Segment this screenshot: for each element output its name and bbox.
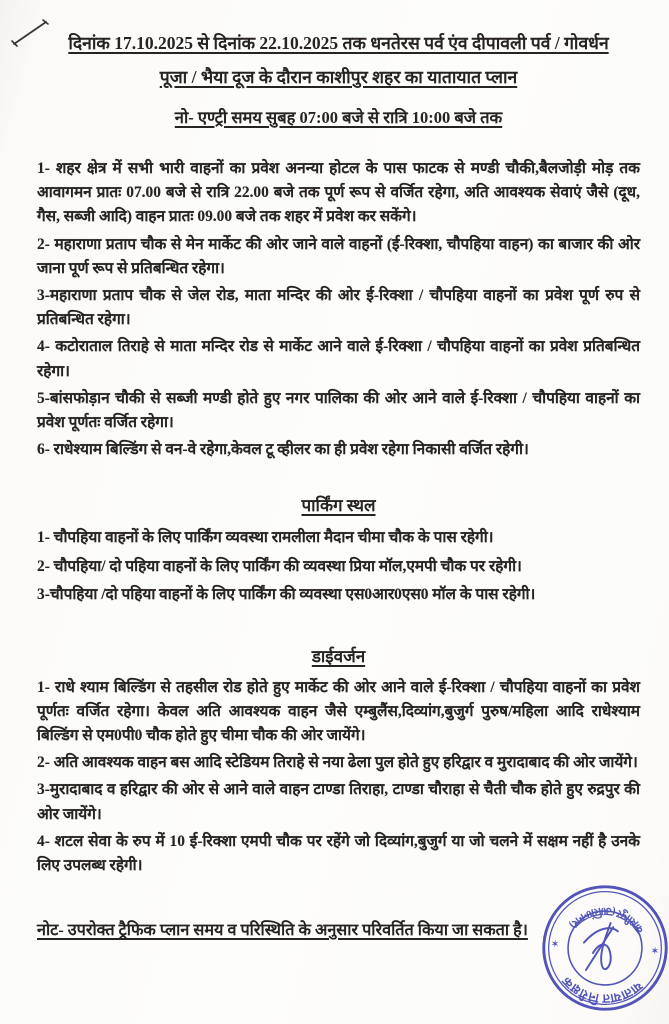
parking-section-heading: पार्किंग स्थल [301, 496, 376, 516]
document-title [37, 26, 640, 94]
parking-item: 3-चौपहिया /दो पहिया वाहनों के लिए पार्किंग की व्यवस्था एस0आर0एस0 मॉल के पास रहेगी। [37, 586, 536, 604]
parking-item: 1- चौपहिया वाहनों के लिए पार्किंग व्यवस्था रामलीला मैदान चीमा चौक के पास रहेगी। [37, 529, 494, 547]
restriction-item: 1- शहर क्षेत्र में सभी भारी वाहनों का प्रवेश अनन्या होटल के पास फाटक से मण्डी चौकी,बैलजोड़ी मोड़ तक आवागमन प्रातः 07.00 बजे से रात्रि 22.00 बजे तक पूर्ण रूप से वर्जित रहेगा, अति आवश्यक सेवाएं जैसे (दूध, गैस, सब्जी आदि) वाहन प्रातः 09.00 बजे तक शहर में प्रवेश कर सकेंगे। [37, 160, 640, 226]
title-line-2: पूजा / भैया दूज के दौरान काशीपुर शहर का यातायात प्लान [159, 67, 518, 87]
parking-list [37, 525, 640, 607]
restrictions-list [37, 157, 640, 462]
diversion-item: 2- अति आवश्यक वाहन बस आदि स्टेडियम तिराहे से नया ढेला पुल होते हुए हरिद्वार व मुरादाबाद की ओर जायेंगे। [37, 754, 638, 772]
stamp-star-left-icon: ✶ [650, 943, 660, 956]
no-entry-time-line: नो- एण्ट्री समय सुबह 07:00 बजे से रात्रि 10:00 बजे तक [174, 108, 503, 127]
restriction-item: 4- कटोराताल तिराहे से माता मन्दिर रोड से मार्केट आने वाले ई-रिक्शा / चौपहिया वाहनों का प्रवेश प्रतिबन्धित रहेगा। [37, 338, 640, 380]
diversion-list [37, 676, 640, 879]
parking-item: 2- चौपहिया/ दो पहिया वाहनों के लिए पार्किंग की व्यवस्था प्रिया मॉल,एमपी चौक पर रहेगी। [37, 557, 522, 575]
restriction-item: 3-महाराणा प्रताप चौक से जेल रोड, माता मन्दिर की ओर ई-रिक्शा / चौपहिया वाहनों का प्रवेश पूर्ण रुप से प्रतिबन्धित रहेगा। [37, 287, 640, 329]
diversion-item: 3-मुरादाबाद व हरिद्वार की ओर से आने वाले वाहन टाण्डा तिराहा, टाण्डा चौराहा से चैती चौक होते हुए रुद्रपुर की ओर जायेंगे। [37, 781, 640, 823]
footer-note: नोट- उपरोक्त ट्रैफिक प्लान समय व परिस्थिति के अनुसार परिवर्तित किया जा सकता है। [37, 921, 528, 940]
restriction-item: 6- राधेश्याम बिल्डिंग से वन-वे रहेगा,केवल टू व्हीलर का ही प्रवेश रहेगा निकासी वर्जित रहेगी। [37, 441, 529, 459]
diversion-section-heading: डाईवर्जन [311, 646, 366, 666]
diversion-item: 1- राधे श्याम बिल्डिंग से तहसील रोड होते हुए मार्केट की ओर आने वाले ई-रिक्शा / चौपहिया वाहनों का प्रवेश पूर्णतः वर्जित रहेगा। केवल अति आवश्यक वाहन जैसे एम्बुलैंस,दिव्यांग,बुजुर्ग पुरुष/महिला आदि राधेश्याम बिल्डिंग से एम0पी0 चौक होते हुए चीमा चौक की ओर जायेंगे। [37, 678, 640, 745]
stamp-star-right-icon: ✶ [550, 936, 561, 949]
stamp-signature [582, 921, 618, 972]
restriction-item: 2- महाराणा प्रताप चौक से मेन मार्केट की ओर जाने वाले वाहनों (ई-रिक्शा, चौपहिया वाहन) का बाजार की ओर जाना पूर्ण रूप से प्रतिबन्धित रहेगा। [37, 235, 640, 277]
title-line-1: दिनांक 17.10.2025 से दिनांक 22.10.2025 तक धनतेरस पर्व एंव दीपावली पर्व / गोवर्धन [68, 33, 609, 53]
official-stamp [532, 873, 669, 1022]
diversion-item: 4- शटल सेवा के रुप में 10 ई-रिक्शा एमपी चौक पर रहेंगे जो दिव्यांग,बुजुर्ग या जो चलने में सक्षम नहीं है उनके लिए उपलब्ध रहेगी। [37, 832, 640, 875]
stamp-arc-bottom-text: काशीपुर (उ0सिं0नगर) [566, 904, 647, 936]
restriction-item: 5-बांसफोड़ान चौकी से सब्जी मण्डी होते हुए नगर पालिका की ओर आने वाले ई-रिक्शा / चौपहिया वाहनों का प्रवेश पूर्णतः वर्जित रहेगा। [37, 389, 640, 432]
stamp-arc-top-text: यातायात निरीक्षक [559, 974, 645, 1006]
